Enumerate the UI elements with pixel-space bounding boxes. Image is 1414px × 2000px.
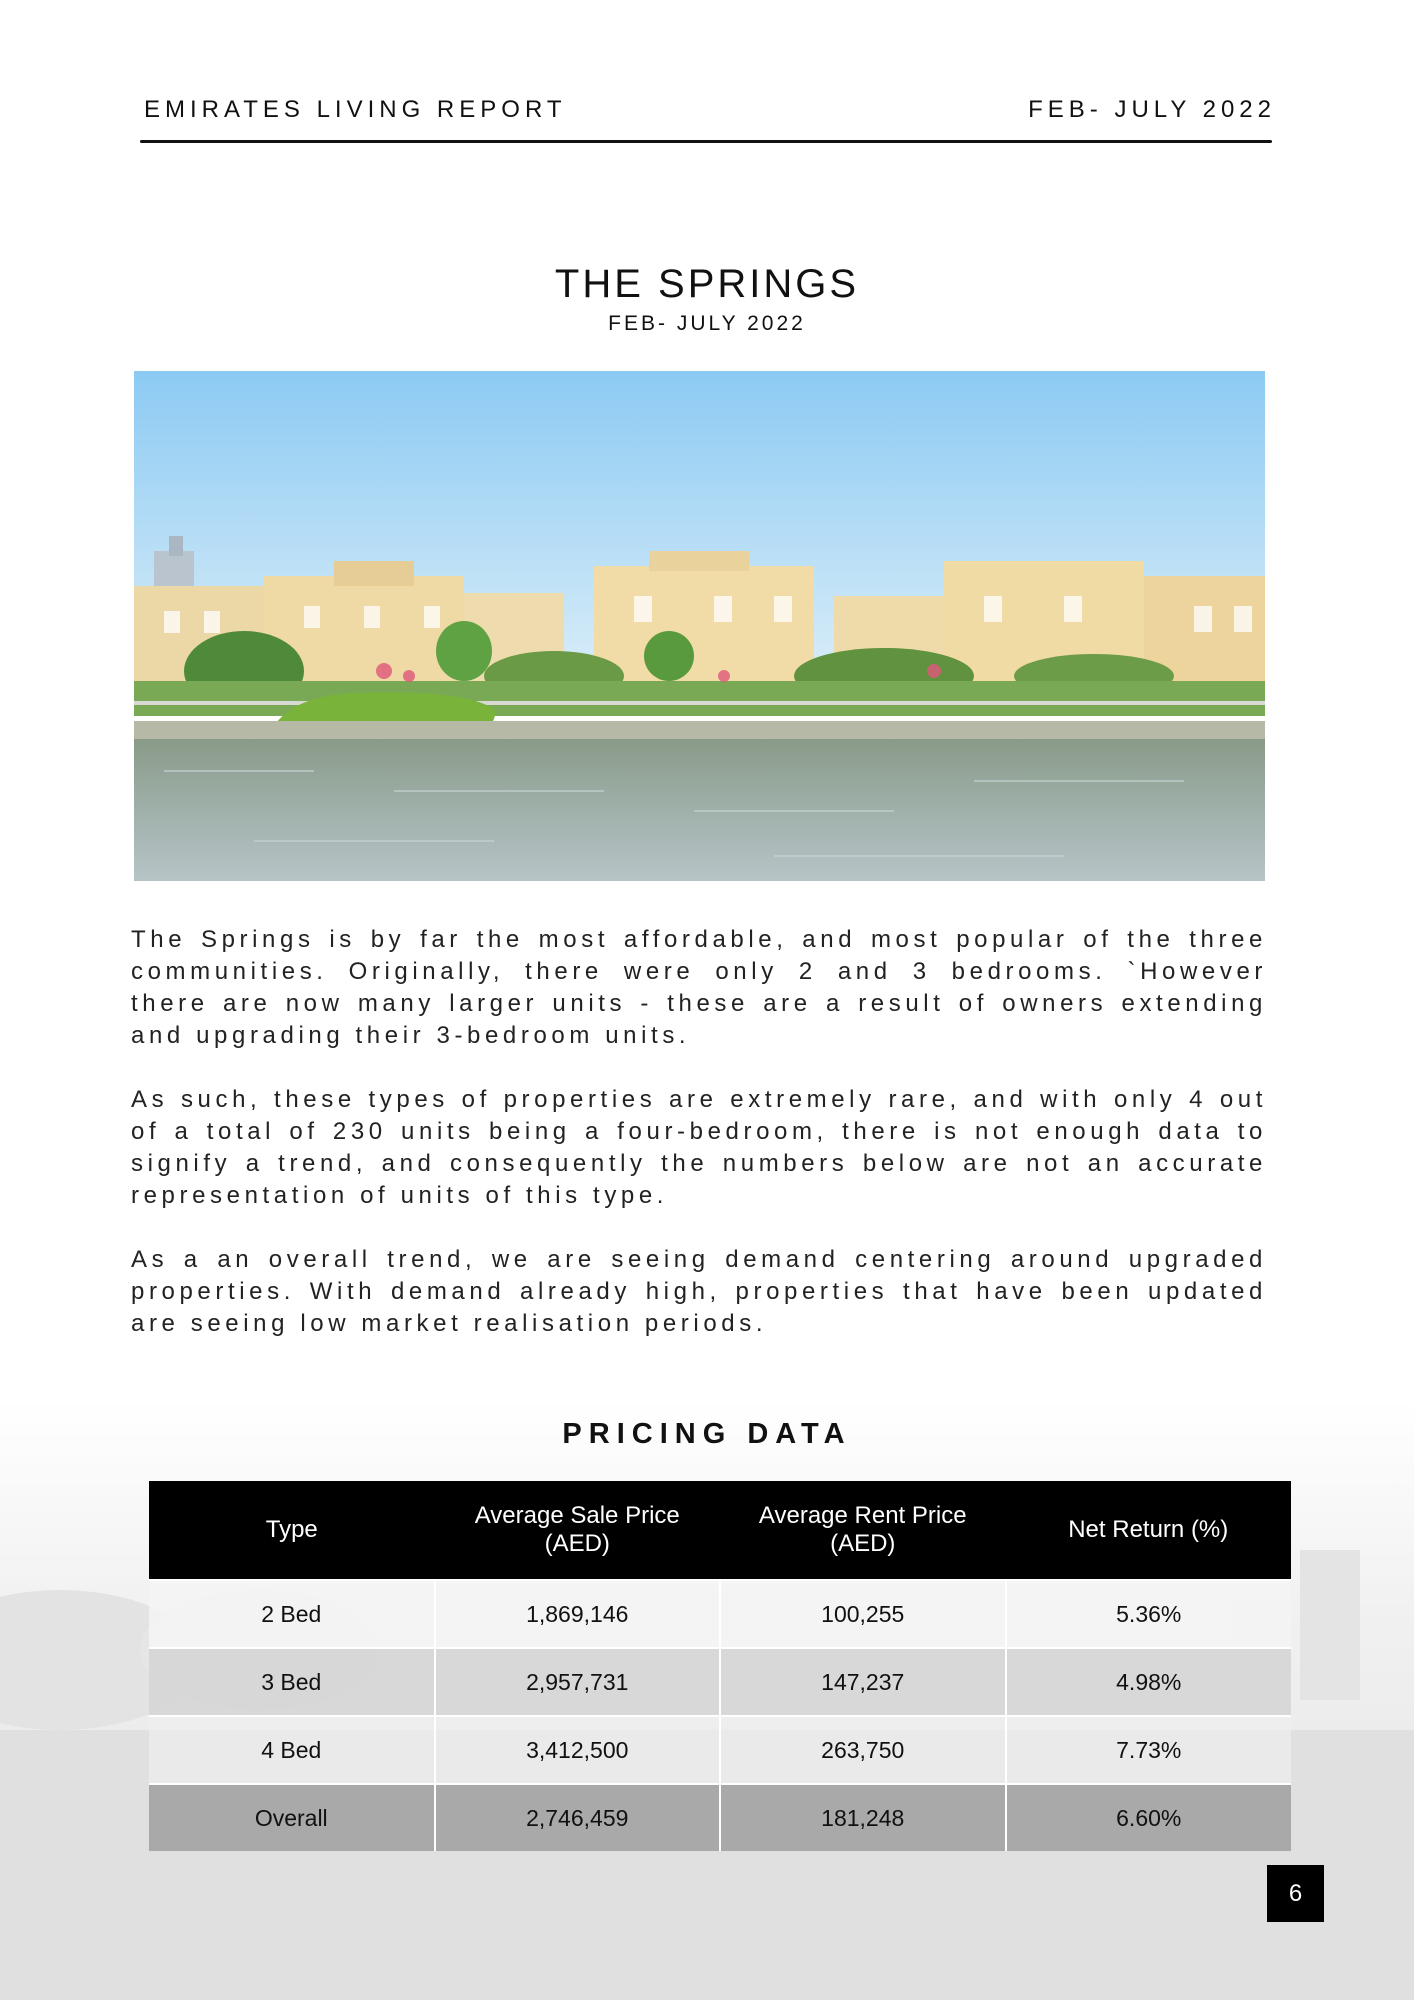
pricing-table	[149, 1481, 1291, 1851]
cell-type: 2 Bed	[149, 1580, 435, 1648]
cell-sale-price: 1,869,146	[435, 1580, 721, 1648]
cell-type: Overall	[149, 1784, 435, 1851]
cell-net-return: 6.60%	[1006, 1784, 1292, 1851]
body-text	[131, 924, 1267, 1372]
cell-type: 3 Bed	[149, 1648, 435, 1716]
table-header-row	[149, 1481, 1291, 1580]
report-period: FEB- JULY 2022	[1028, 96, 1276, 123]
cell-sale-price: 2,746,459	[435, 1784, 721, 1851]
cell-net-return: 7.73%	[1006, 1716, 1292, 1784]
cell-type: 4 Bed	[149, 1716, 435, 1784]
header-divider	[140, 140, 1272, 143]
header-average-rent-price: Average Rent Price (AED)	[720, 1481, 1006, 1580]
paragraph-1: The Springs is by far the most affordable, and most popular of the three communities. Originally, there were only 2 and 3 bedrooms. `However there are now many larger units - these are a result of owners extending and upgrading their 3-bedroom units.	[131, 926, 1267, 1049]
header-type: Type	[149, 1481, 435, 1580]
header-average-sale-price: Average Sale Price (AED)	[435, 1481, 721, 1580]
paragraph-3: As a an overall trend, we are seeing demand centering around upgraded properties. With demand already high, properties that have been updated are seeing low market realisation periods.	[131, 1246, 1267, 1337]
cell-sale-price: 2,957,731	[435, 1648, 721, 1716]
pricing-data-title: PRICING DATA	[562, 1418, 852, 1450]
springs-villas-photo	[134, 371, 1265, 881]
section-subtitle: FEB- JULY 2022	[608, 312, 806, 335]
table-row-overall	[149, 1784, 1291, 1851]
cell-rent-price: 181,248	[720, 1784, 1006, 1851]
cell-net-return: 5.36%	[1006, 1580, 1292, 1648]
paragraph-2: As such, these types of properties are extremely rare, and with only 4 out of a total of 230 units being a four-bedroom, there is not enough data to signify a trend, and consequently the numbers below are not an accurate representation of units of this type.	[131, 1086, 1267, 1209]
table-row	[149, 1580, 1291, 1648]
header-net-return: Net Return (%)	[1006, 1481, 1292, 1580]
table-row	[149, 1648, 1291, 1716]
cell-net-return: 4.98%	[1006, 1648, 1292, 1716]
report-title: EMIRATES LIVING REPORT	[144, 96, 567, 123]
cell-sale-price: 3,412,500	[435, 1716, 721, 1784]
table-row	[149, 1716, 1291, 1784]
section-title: THE SPRINGS	[554, 262, 860, 306]
page-number: 6	[1267, 1865, 1324, 1922]
cell-rent-price: 263,750	[720, 1716, 1006, 1784]
cell-rent-price: 147,237	[720, 1648, 1006, 1716]
cell-rent-price: 100,255	[720, 1580, 1006, 1648]
